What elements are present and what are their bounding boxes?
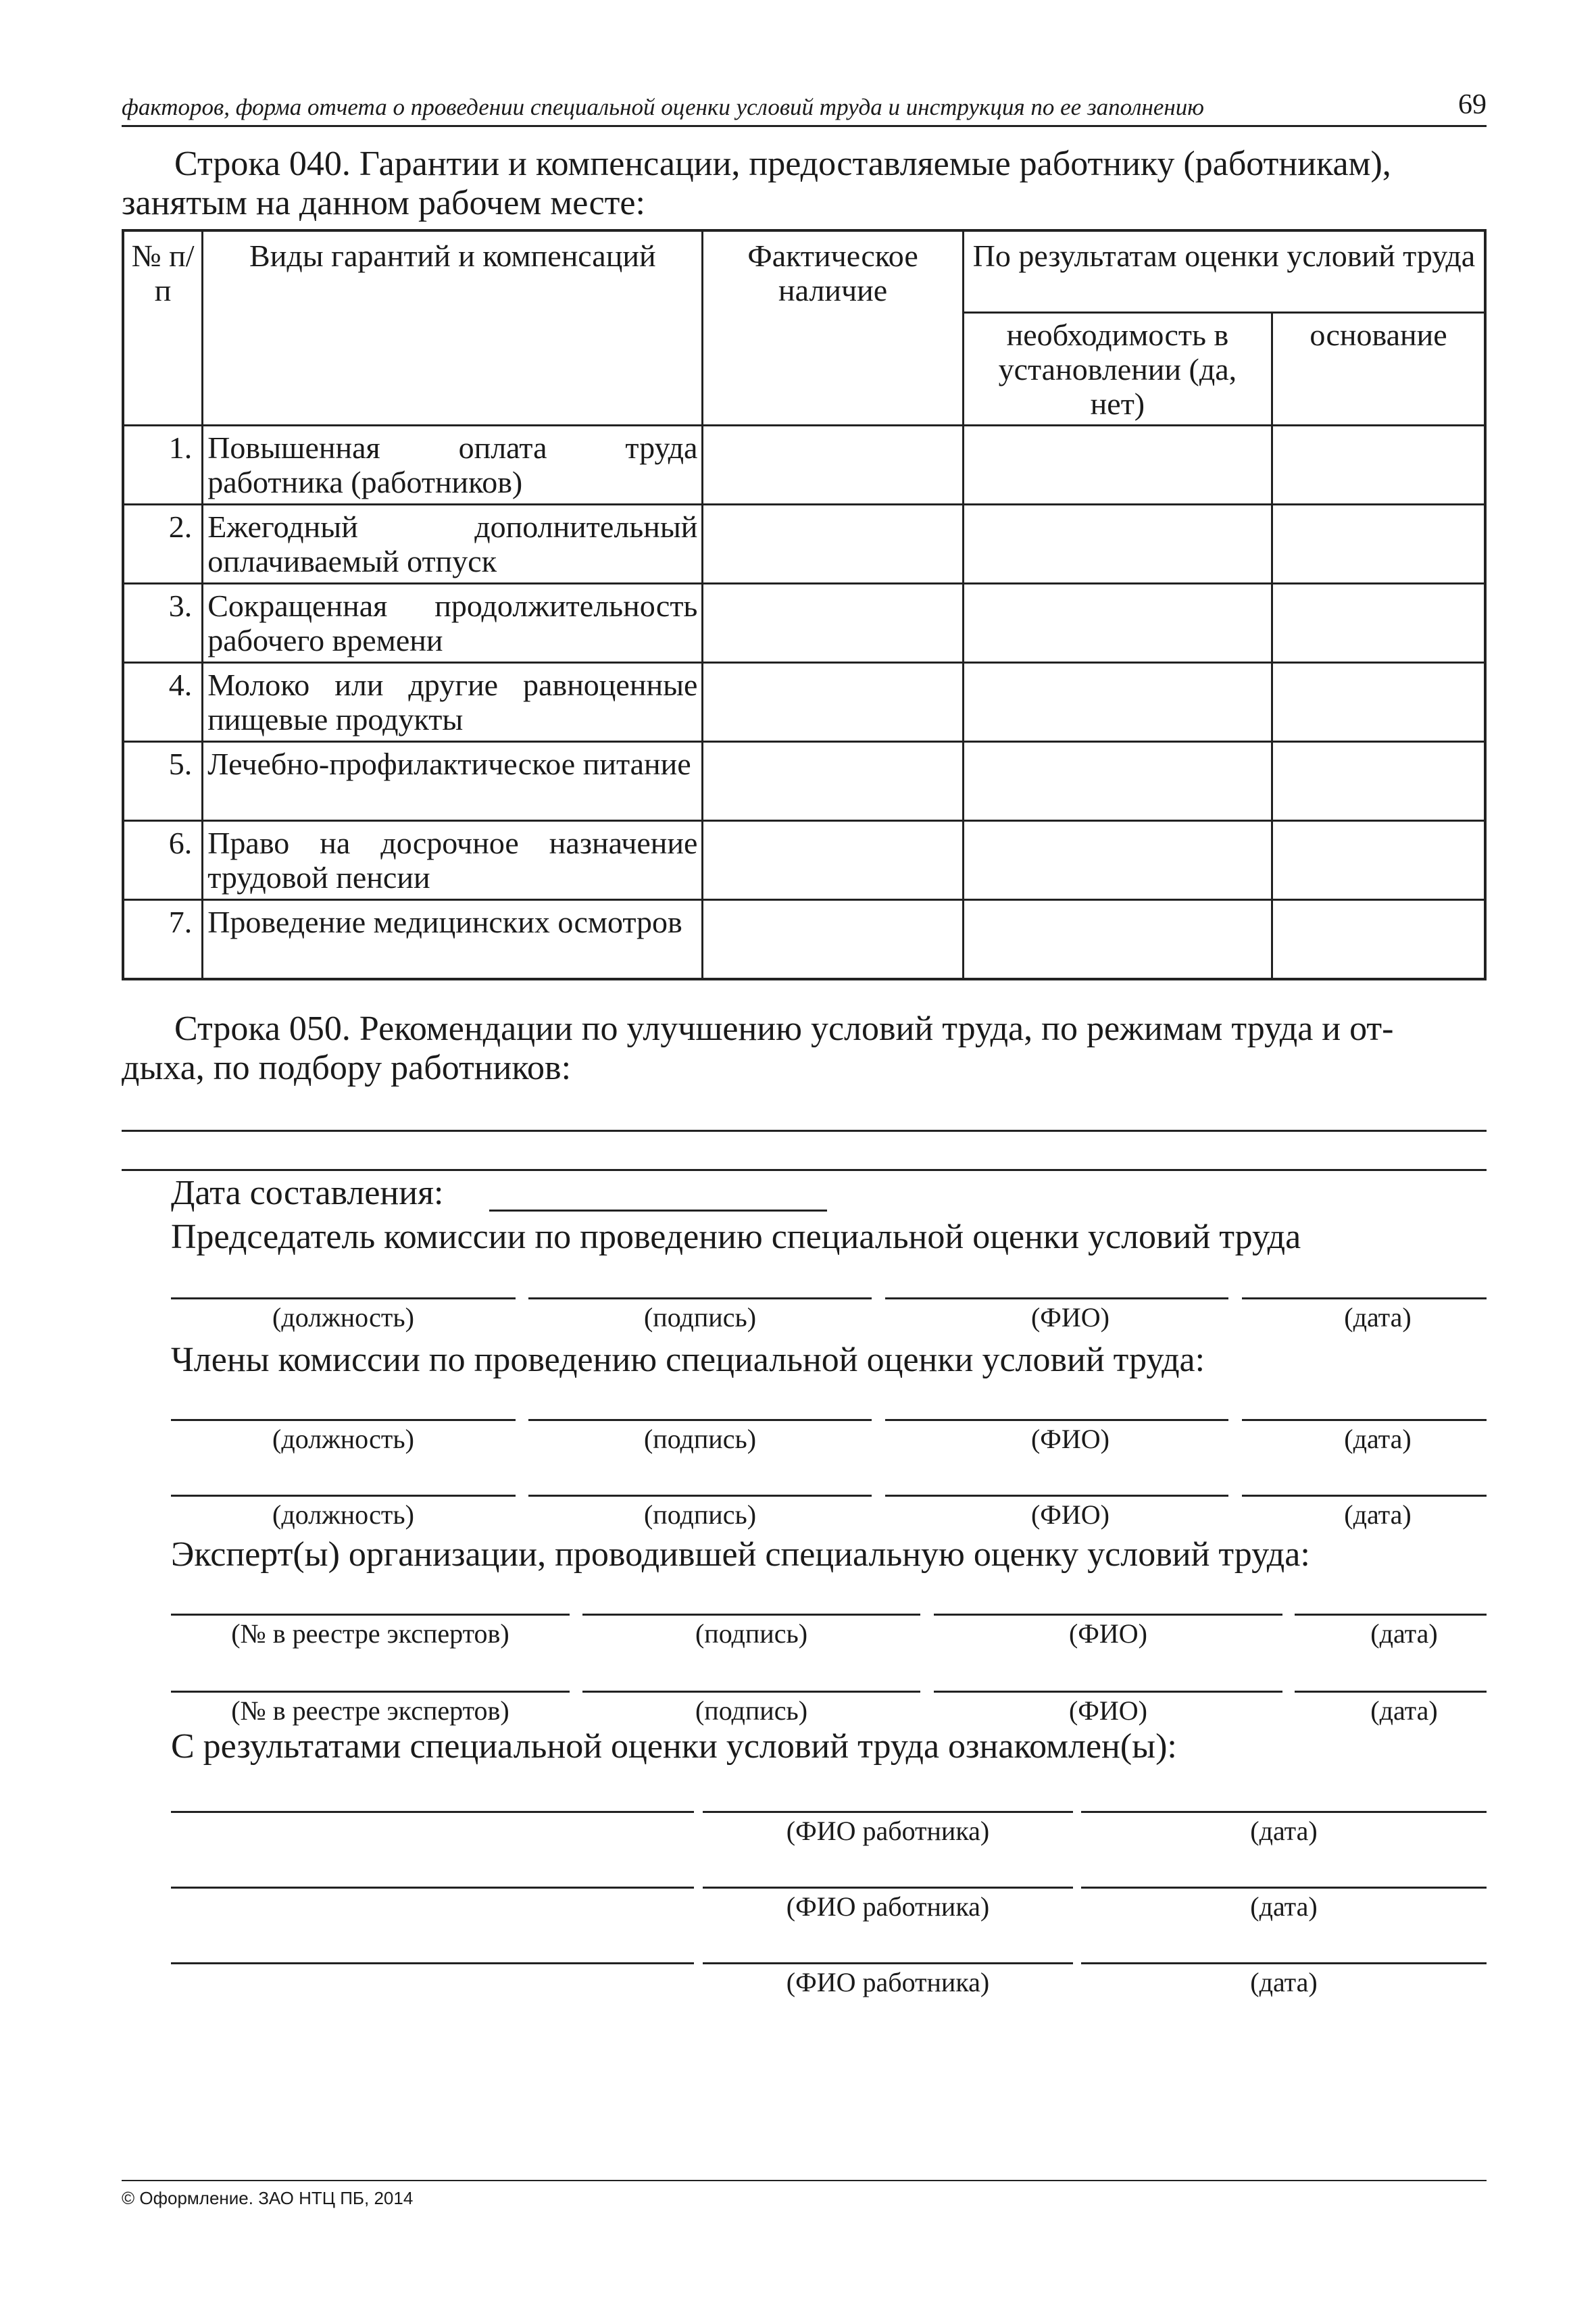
- cell-basis: [1272, 584, 1486, 663]
- caption-signature: (подпись): [643, 1302, 757, 1333]
- signature-line: [1295, 1691, 1487, 1693]
- acquainted-heading: С результатами специальной оценки условий труда ознакомлен(ы):: [171, 1727, 1177, 1766]
- caption-worker-fio: (ФИО работника): [786, 1816, 990, 1846]
- signature-line: [528, 1495, 872, 1497]
- row-number: 1.: [123, 426, 203, 505]
- signature-line: [703, 1962, 1073, 1964]
- cell-need: [963, 426, 1272, 505]
- cell-actual: [703, 663, 963, 742]
- caption-position: (должность): [272, 1302, 414, 1333]
- caption-date: (дата): [1344, 1302, 1412, 1333]
- signature-line: [885, 1495, 1228, 1497]
- row-kind: Сокращенная продолжительность рабочего времени: [203, 584, 703, 663]
- cell-need: [963, 900, 1272, 980]
- signature-line: [934, 1691, 1282, 1693]
- guarantees-table: [122, 229, 1487, 980]
- signature-line: [582, 1691, 920, 1693]
- caption-registry: (№ в реестре экспертов): [231, 1618, 509, 1649]
- col-header-need: необходимость в установлении (да, нет): [963, 313, 1272, 426]
- table-row: [123, 663, 1485, 742]
- signature-line: [1242, 1297, 1487, 1299]
- cell-need: [963, 663, 1272, 742]
- recommendations-line: [122, 1130, 1487, 1132]
- row-number: 2.: [123, 505, 203, 584]
- cell-need: [963, 742, 1272, 821]
- page-number: 69: [1458, 89, 1487, 120]
- signature-line: [528, 1297, 872, 1299]
- cell-actual: [703, 584, 963, 663]
- cell-need: [963, 584, 1272, 663]
- cell-actual: [703, 900, 963, 980]
- caption-position: (должность): [272, 1499, 414, 1530]
- signature-line: [171, 1297, 516, 1299]
- recommendations-line: [122, 1169, 1487, 1171]
- caption-registry: (№ в реестре экспертов): [231, 1695, 509, 1726]
- cell-need: [963, 821, 1272, 900]
- row-number: 7.: [123, 900, 203, 980]
- row-kind: Лечебно-профилактическое питание: [203, 742, 703, 821]
- cell-actual: [703, 505, 963, 584]
- signature-line: [703, 1887, 1073, 1889]
- footer-rule: [122, 2180, 1487, 2181]
- caption-fio: (ФИО): [1030, 1499, 1109, 1530]
- table-row: [123, 584, 1485, 663]
- row-kind: Повышенная оплата труда работника (работников): [203, 426, 703, 505]
- running-header: [122, 90, 1487, 127]
- row-number: 4.: [123, 663, 203, 742]
- signature-line: [703, 1811, 1073, 1813]
- row-number: 5.: [123, 742, 203, 821]
- col-header-by-results: По результатам оценки условий труда: [963, 230, 1485, 313]
- copyright-footer: © Оформление. ЗАО НТЦ ПБ, 2014: [122, 2188, 414, 2208]
- date-label: Дата составления:: [171, 1174, 444, 1212]
- signature-line: [934, 1614, 1282, 1616]
- experts-heading: Эксперт(ы) организации, проводившей специальную оценку условий труда:: [171, 1535, 1310, 1574]
- caption-signature: (подпись): [643, 1424, 757, 1454]
- line-040-text: Строка 040. Гарантии и компенсации, предоставляемые работнику (работникам), занятым на данном рабочем месте:: [122, 145, 1391, 222]
- signature-line: [171, 1495, 516, 1497]
- caption-date: (дата): [1250, 1967, 1318, 1997]
- signature-line: [885, 1297, 1228, 1299]
- caption-date: (дата): [1250, 1816, 1318, 1846]
- col-header-kind: Виды гарантий и компенсаций: [203, 230, 703, 426]
- cell-basis: [1272, 742, 1486, 821]
- caption-date: (дата): [1344, 1499, 1412, 1530]
- cell-need: [963, 505, 1272, 584]
- caption-signature: (подпись): [695, 1618, 808, 1649]
- signature-line: [1081, 1962, 1487, 1964]
- cell-basis: [1272, 900, 1486, 980]
- signature-line: [171, 1691, 570, 1693]
- signature-line: [171, 1419, 516, 1421]
- signature-line: [171, 1614, 570, 1616]
- cell-actual: [703, 426, 963, 505]
- row-kind: Ежегодный дополнительный оплачиваемый отпуск: [203, 505, 703, 584]
- caption-fio: (ФИО): [1068, 1695, 1147, 1726]
- col-header-basis: основание: [1272, 313, 1486, 426]
- members-heading: Члены комиссии по проведению специальной оценки условий труда:: [171, 1341, 1205, 1379]
- caption-date: (дата): [1250, 1891, 1318, 1922]
- signature-line: [171, 1962, 694, 1964]
- date-blank-line: [489, 1210, 827, 1212]
- signature-line: [885, 1419, 1228, 1421]
- cell-basis: [1272, 821, 1486, 900]
- signature-line: [171, 1887, 694, 1889]
- running-title: факторов, форма отчета о проведении специальной оценки условий труда и инструкция по ее заполнению: [122, 94, 1204, 120]
- line-050-text: Строка 050. Рекомендации по улучшению условий труда, по режимам труда и от- дыха, по подбору работников:: [122, 1010, 1394, 1087]
- cell-basis: [1272, 505, 1486, 584]
- caption-date: (дата): [1344, 1424, 1412, 1454]
- row-kind: Право на досрочное назначение трудовой пенсии: [203, 821, 703, 900]
- cell-basis: [1272, 663, 1486, 742]
- caption-date: (дата): [1370, 1618, 1438, 1649]
- col-header-actual: Фактическое наличие: [703, 230, 963, 426]
- signature-line: [1081, 1887, 1487, 1889]
- caption-signature: (подпись): [643, 1499, 757, 1530]
- signature-line: [1242, 1419, 1487, 1421]
- chairman-heading: Председатель комиссии по проведению специальной оценки условий труда: [171, 1218, 1301, 1256]
- signature-line: [1242, 1495, 1487, 1497]
- table-row: [123, 426, 1485, 505]
- signature-line: [1081, 1811, 1487, 1813]
- caption-worker-fio: (ФИО работника): [786, 1891, 990, 1922]
- caption-worker-fio: (ФИО работника): [786, 1967, 990, 1997]
- table-row: [123, 505, 1485, 584]
- cell-actual: [703, 742, 963, 821]
- caption-position: (должность): [272, 1424, 414, 1454]
- row-kind: Молоко или другие равноценные пищевые продукты: [203, 663, 703, 742]
- caption-fio: (ФИО): [1030, 1302, 1109, 1333]
- cell-actual: [703, 821, 963, 900]
- caption-fio: (ФИО): [1030, 1424, 1109, 1454]
- signature-line: [171, 1811, 694, 1813]
- caption-date: (дата): [1370, 1695, 1438, 1726]
- signature-line: [582, 1614, 920, 1616]
- row-number: 6.: [123, 821, 203, 900]
- row-number: 3.: [123, 584, 203, 663]
- row-kind: Проведение медицинских осмотров: [203, 900, 703, 980]
- table-row: [123, 821, 1485, 900]
- cell-basis: [1272, 426, 1486, 505]
- signature-line: [1295, 1614, 1487, 1616]
- signature-line: [528, 1419, 872, 1421]
- caption-fio: (ФИО): [1068, 1618, 1147, 1649]
- table-row: [123, 742, 1485, 821]
- table-row: [123, 900, 1485, 980]
- col-header-num: № п/п: [123, 230, 203, 426]
- caption-signature: (подпись): [695, 1695, 808, 1726]
